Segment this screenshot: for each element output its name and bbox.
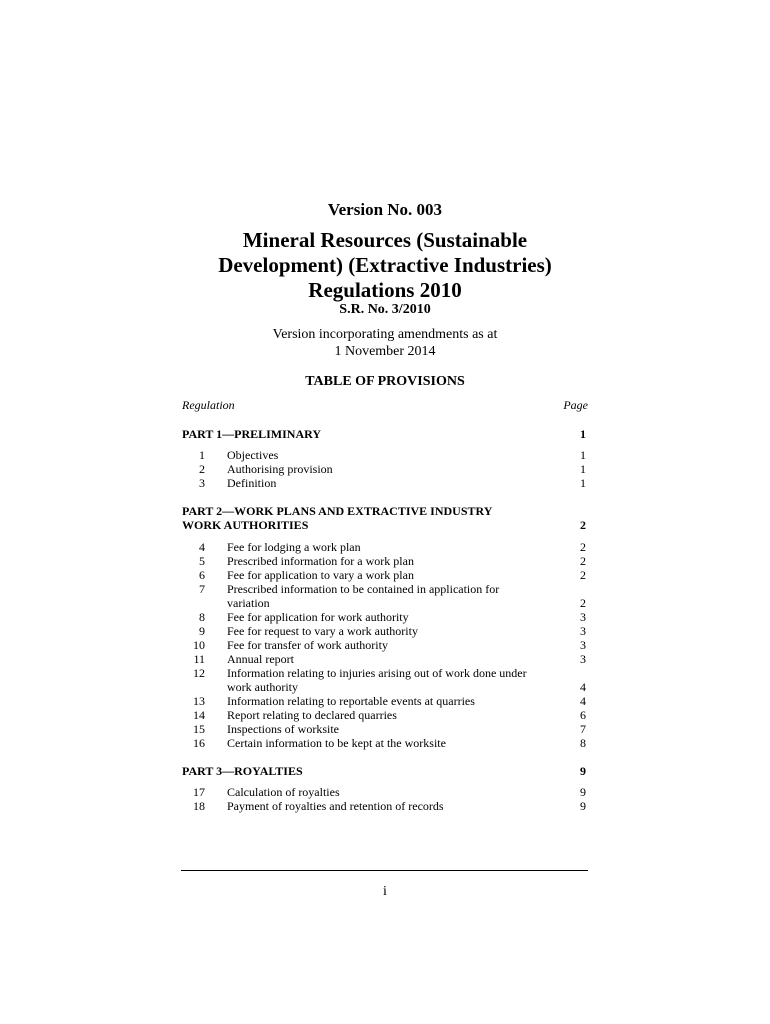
regulation-title-line: Prescribed information to be contained in application for [227,582,500,596]
regulation-number: 7 [199,582,205,596]
regulation-title-line: variation [227,596,270,610]
part-heading[interactable] [182,764,588,778]
toc-entry[interactable] [182,554,588,568]
regulation-page: 9 [580,785,586,799]
regulation-title [227,666,557,694]
toc-entry[interactable] [182,799,588,813]
regulation-title: Fee for request to vary a work authority [227,624,418,638]
regulation-number: 6 [199,568,205,582]
regulation-title: Report relating to declared quarries [227,708,397,722]
amendment-note [0,326,770,360]
regulation-title: Fee for application for work authority [227,610,409,624]
regulation-number: 14 [193,708,205,722]
regulation-page: 4 [580,694,586,708]
regulation-page: 2 [580,596,586,610]
toc-list [182,540,588,750]
toc-entry[interactable] [182,736,588,750]
regulation-page: 3 [580,652,586,666]
page-number: i [383,884,387,899]
regulation-number: 4 [199,540,205,554]
regulation-title-line: work authority [227,680,298,694]
toc-list [182,448,588,490]
regulation-title [227,582,557,610]
regulation-title: Fee for transfer of work authority [227,638,388,652]
document-title [0,228,770,303]
regulation-number: 1 [199,448,205,462]
regulation-title-line: Information relating to injuries arising out of work done under [227,666,527,680]
toc-entry[interactable] [182,476,588,490]
regulation-number: 16 [193,736,205,750]
regulation-number: 11 [193,652,205,666]
part-title-line: WORK AUTHORITIES [182,518,309,532]
regulation-page: 1 [580,476,586,490]
regulation-number: 15 [193,722,205,736]
toc-entry[interactable] [182,652,588,666]
toc-entry[interactable] [182,638,588,652]
regulation-page: 2 [580,568,586,582]
page-column-header: Page [563,398,588,412]
regulation-number: 5 [199,554,205,568]
regulation-page: 3 [580,638,586,652]
title-line: Development) (Extractive Industries) [218,253,552,277]
toc-list [182,785,588,813]
part-page: 2 [580,518,586,532]
part-title: PART 1—PRELIMINARY [182,427,322,441]
regulation-page: 4 [580,680,586,694]
footer-divider [181,870,588,871]
regulation-number: 17 [193,785,205,799]
regulation-number: 9 [199,624,205,638]
regulation-page: 7 [580,722,586,736]
version-number: Version No. 003 [327,200,443,219]
toc-entry[interactable] [182,722,588,736]
toc-entry[interactable] [182,540,588,554]
regulation-page: 1 [580,462,586,476]
toc-entry[interactable] [182,708,588,722]
regulation-number: 12 [193,666,205,680]
toc-entry[interactable] [182,448,588,462]
part-page: 1 [580,427,586,441]
title-line: Mineral Resources (Sustainable [242,228,528,252]
regulation-title: Annual report [227,652,294,666]
toc-heading: TABLE OF PROVISIONS [305,374,465,389]
part-title-line: PART 2—WORK PLANS AND EXTRACTIVE INDUSTRY [182,504,493,518]
regulation-title: Calculation of royalties [227,785,340,799]
regulation-page: 1 [580,448,586,462]
regulation-title: Payment of royalties and retention of records [227,799,444,813]
regulation-title: Information relating to reportable events at quarries [227,694,475,708]
part-page: 9 [580,764,586,778]
regulation-page: 3 [580,610,586,624]
title-line: Regulations 2010 [308,278,462,302]
toc-column-headers [182,398,588,413]
part-title: PART 3—ROYALTIES [182,764,303,778]
regulation-column-header: Regulation [182,398,235,412]
regulation-title: Definition [227,476,277,490]
regulation-number: 13 [193,694,205,708]
regulation-number: 2 [199,462,205,476]
regulation-number: 18 [193,799,205,813]
regulation-page: 3 [580,624,586,638]
regulation-title: Fee for lodging a work plan [227,540,361,554]
part-heading[interactable] [182,504,588,532]
regulation-number: 10 [193,638,205,652]
regulation-page: 2 [580,540,586,554]
toc-entry[interactable] [182,624,588,638]
toc-entry[interactable] [182,694,588,708]
amendment-note-line: 1 November 2014 [334,344,436,359]
regulation-number: 8 [199,610,205,624]
statutory-rule-number: S.R. No. 3/2010 [339,302,431,317]
regulation-title: Inspections of worksite [227,722,339,736]
toc-entry[interactable] [182,462,588,476]
regulation-title: Fee for application to vary a work plan [227,568,414,582]
amendment-note-line: Version incorporating amendments as at [272,327,498,342]
regulation-title: Authorising provision [227,462,333,476]
toc-entry[interactable] [182,666,588,694]
toc-entry[interactable] [182,568,588,582]
regulation-number: 3 [199,476,205,490]
toc-entry[interactable] [182,582,588,610]
regulation-page: 2 [580,554,586,568]
toc-entry[interactable] [182,785,588,799]
regulation-title: Certain information to be kept at the worksite [227,736,446,750]
toc-entry[interactable] [182,610,588,624]
regulation-title: Objectives [227,448,279,462]
regulation-page: 9 [580,799,586,813]
part-heading[interactable] [182,427,588,441]
part-title [182,504,552,532]
regulation-title: Prescribed information for a work plan [227,554,414,568]
regulation-page: 6 [580,708,586,722]
regulation-page: 8 [580,736,586,750]
